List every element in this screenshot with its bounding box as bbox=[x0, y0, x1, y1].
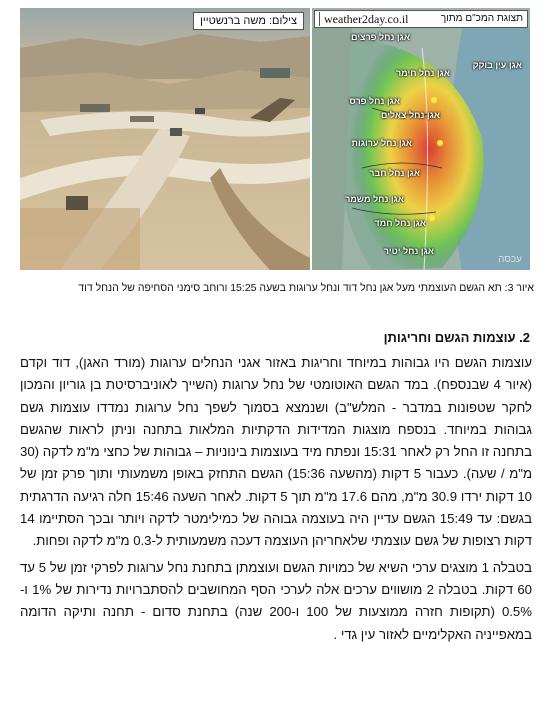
map-label: אגן נחל חמד bbox=[374, 218, 426, 228]
photo-credit: צילום: משה ברנשטיין bbox=[193, 12, 304, 30]
aerial-photo bbox=[20, 8, 310, 270]
map-label: אגן נחל חימר bbox=[395, 68, 450, 78]
map-sub-label: עכסה bbox=[498, 254, 522, 265]
figure-caption: איור 3: תא הגשם העוצמתי מעל אגן נחל דוד ונחל ערוגות בשעה 15:25 ורוחב סימני הסחיפה של הנחל דוד bbox=[78, 282, 534, 294]
map-label: אגן נחל חבר bbox=[369, 168, 420, 178]
figure bbox=[20, 8, 530, 270]
photo-illustration bbox=[20, 8, 310, 270]
map-label: אגן נחל משמר bbox=[345, 194, 404, 204]
map-label: אגן נחל צאלים bbox=[380, 110, 440, 120]
section-body bbox=[20, 352, 532, 646]
map-credit bbox=[314, 10, 528, 28]
map-title: תצוגת המכ"ם מתוך bbox=[440, 13, 523, 24]
map-label: אגן נחל פרס bbox=[349, 96, 400, 106]
radar-illustration bbox=[312, 8, 530, 270]
map-label: אגן נחל יטיר bbox=[383, 246, 434, 256]
paragraph: בטבלה 1 מוצגים ערכי השיא של כמויות הגשם ועוצמתן בתחנת נחל ערוגות לפרקי זמן של 5 עד 60 דקות. בטבלה 2 מושווים ערכים אלה לערכי הסף המחושבים להסתברויות נדירות של 1% ו- 0.5% (תקופות חזרה ממוצעות של 100 ו-200 שנה) בתחנת סדום - תחנה ותיקה הדומה במאפייניה האקלימיים לאזור עין גדי . bbox=[20, 559, 533, 642]
map-label: אגן נחל פרצים bbox=[350, 32, 410, 42]
map-label: אגן נחל ערוגות bbox=[351, 138, 412, 148]
paragraph: עוצמות הגשם היו גבוהות במיוחד וחריגות באזור אגני הנחלים ערוגות (מורד האגן), דוד וקדם (איור 4 שבנספח). במד הגשם האוטומטי של נחל ערוגות (השייך לאוניברסיטת בן גוריון והמכון לחקר שטפונות במדבר - המלש"ב) ושנמצא בסמוך לשפך נחל ערוגות נמדדו עוצמות גשם גבוהות במיוחד. בנספח מוצגות המדידות הדקתיות המלאות בתחנה וניתן לראות שהגשם בתחנה זו החל רק לאחר 15:31 ונפתח מיד בעוצמות בינוניות – גבוהות של כחצי מ"מ לדקה (30 מ"מ / שעה). כעבור 5 דקות (מהשעה 15:36) הגשם התחזק באופן משמעותי ותוך פרק זמן של 10 דקות ירדו 30.9 מ"מ, מהם 17.6 מ"מ תוך 5 דקות. לאחר השעה 15:46 חלה רגיעה הדרגתית בגשם: עד 15:49 הגשם עדיין היה בעוצמה גבוהה של כמילימטר לדקה ויותר ובכך הסתיימו 14 דקות רצופות של גשם עוצמתי שלאחריהן העוצמה דעכה משמעותית ל-0.3 מ"מ לדקה ופחות. bbox=[20, 355, 532, 549]
map-label: אגן עין בוקק bbox=[472, 60, 522, 70]
map-site: weather2day.co.il bbox=[319, 12, 409, 26]
section-heading: 2. עוצמות הגשם וחריגותן bbox=[383, 330, 530, 345]
radar-map bbox=[312, 8, 530, 270]
